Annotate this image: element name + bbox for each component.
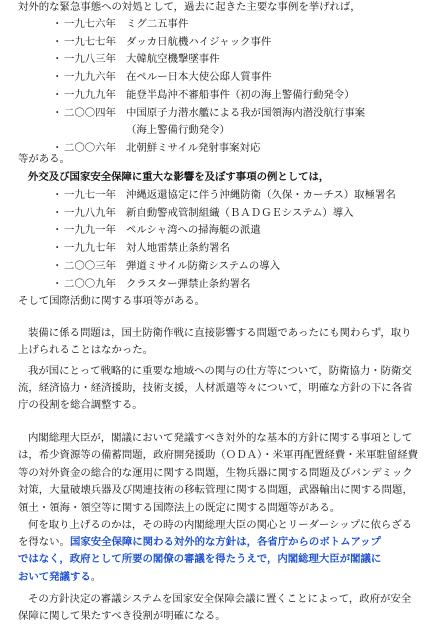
intro-line: 対外的な緊急事態への対処として，過去に起きた主要な事例を挙げれば， [18, 1, 361, 13]
emergency-item [52, 52, 220, 66]
diplomacy-end: そして国際活動に関する事項等がある。 [18, 295, 206, 307]
para4-emphasis-1: 国家安全保障に関わる対外的な方針は，各省庁からのボトムアップ [69, 536, 381, 548]
para2-line2: 流，経済協力・経済援助，技術支援，人材派遣等々について，明確な方針の下に各省 [18, 382, 413, 394]
emergency-text: （海上警備行動発令） [126, 124, 230, 137]
para4-line4 [18, 570, 101, 584]
diplomacy-year: 一九八九年 [64, 206, 116, 219]
diplomacy-item [52, 277, 250, 291]
diplomacy-year: 二〇〇三年 [64, 259, 116, 272]
emergency-year: 二〇〇四年 [64, 106, 116, 119]
para4-line2 [18, 535, 381, 549]
para5-line2: 保障に関して果たすべき役割が明確になる。 [18, 610, 226, 622]
bullet-icon: ・ [52, 35, 63, 48]
emergency-year: 二〇〇六年 [64, 141, 116, 154]
diplomacy-item [52, 223, 261, 237]
diplomacy-item [52, 241, 230, 255]
para3-line1: 内閣総理大臣が，閣議において発議すべき対外的な基本的方針に関する事項として [28, 432, 413, 444]
para4-line1: 何を取り上げるのかは，その時の内閣総理大臣の関心とリーダーシップに依らざる [28, 519, 413, 531]
diplomacy-text: 沖縄返還協定に伴う沖縄防衛（久保・カーチス）取極署名 [126, 189, 396, 201]
bullet-icon: ・ [52, 206, 63, 219]
para3-line3: 等の対外資金の総合的な運用に関する問題，生物兵器に関する問題及びパンデミック [18, 467, 413, 479]
diplomacy-text: クラスター弾禁止条約署名 [126, 277, 251, 290]
diplomacy-text: 新自動警戒管制組織（ＢＡＤＧＥシステム）導入 [126, 206, 354, 219]
para4-emphasis-2: ではなく，政府として所要の閣僚の審議を得たうえで，内閣総理大臣が閣議に [18, 553, 382, 565]
diplomacy-year: 二〇〇九年 [64, 277, 116, 290]
para1-line2: 上げられることはなかった。 [18, 344, 154, 356]
bullet-icon: ・ [52, 277, 63, 290]
para3-line5: 領土・領海・領空等に関する国際法上の既定に関する問題等がある。 [18, 502, 341, 514]
emergency-year: 一九九六年 [64, 71, 116, 84]
para3-line4: 対策，大量破壊兵器及び関連技術の移転管理に関する問題，武器輸出に関する問題， [18, 484, 413, 496]
bullet-icon: ・ [52, 18, 63, 30]
para5-line1: その方針決定の審議システムを国家安全保障会議に置くことによって，政府が安全 [28, 593, 412, 605]
emergency-text: 北朝鮮ミサイル発射事案対応 [126, 141, 261, 154]
emergency-text: 能登半島沖不審船事件（初の海上警備行動発令） [126, 88, 355, 101]
emergency-text: ミグ二五事件 [126, 18, 189, 30]
diplomacy-item [52, 206, 354, 220]
emergency-item [52, 123, 230, 137]
emergency-text: 大韓航空機撃墜事件 [126, 53, 220, 66]
bullet-icon: ・ [52, 88, 63, 101]
para4-line2-plain: を得ない。 [18, 536, 70, 548]
emergency-item [52, 141, 260, 155]
diplomacy-text: ペルシャ湾への掃海艇の派遣 [126, 224, 261, 237]
bullet-icon: ・ [52, 242, 63, 255]
diplomacy-year: 一九九七年 [64, 242, 116, 255]
emergency-item [52, 35, 271, 49]
bullet-icon: ・ [52, 224, 63, 237]
diplomacy-text: 対人地雷禁止条約署名 [126, 242, 230, 255]
para4-emphasis-3: おいて発議する [18, 571, 91, 583]
emergency-year: 一九七六年 [64, 18, 116, 30]
emergency-item [52, 88, 355, 102]
bullet-icon: ・ [52, 53, 63, 66]
diplomacy-year: 一九九一年 [64, 224, 116, 237]
para2-line1: 我が国にとって戦略的に重要な地域への関与の仕方等について，防衛協力・防衛交 [28, 365, 412, 377]
diplomacy-item [52, 188, 396, 202]
para3-line2: は，希少資源等の備蓄問題，政府開発援助（ＯＤＡ）・米軍再配置経費・米軍駐留経費 [18, 449, 419, 461]
emergencies-end: 等がある。 [18, 153, 70, 165]
bullet-icon: ・ [52, 71, 63, 84]
bullet-icon: ・ [52, 106, 63, 119]
emergency-year: 一九八三年 [64, 53, 116, 66]
emergency-text: 在ペルー日本大使公邸人質事件 [126, 71, 272, 84]
para2-line3: 庁の役割を総合調整する。 [18, 399, 143, 411]
bullet-icon: ・ [52, 141, 63, 154]
diplomacy-text: 弾道ミサイル防衛システムの導入 [126, 259, 281, 272]
para4-line4-end: 。 [90, 571, 102, 583]
emergency-year: 一九七七年 [64, 35, 116, 48]
emergency-year: 一九九九年 [64, 88, 116, 101]
emergency-item [52, 106, 365, 120]
diplomacy-item [52, 259, 280, 273]
bullet-icon: ・ [52, 259, 63, 272]
emergency-item [52, 70, 271, 84]
diplomacy-year: 一九七一年 [64, 189, 116, 201]
emergency-item [52, 17, 188, 31]
emergency-text: ダッカ日航機ハイジャック事件 [126, 35, 272, 48]
para1-line1: 装備に係る問題は，国土防衛作戦に直接影響する問題であったにも関わらず，取り [28, 327, 412, 339]
emergency-text: 中国原子力潜水艦による我が国領海内潜没航行事案 [126, 106, 365, 119]
bullet-icon: ・ [52, 189, 63, 201]
diplomacy-heading: 外交及び国家安全保障に重大な影響を及ぼす事項の例としては， [28, 171, 330, 183]
